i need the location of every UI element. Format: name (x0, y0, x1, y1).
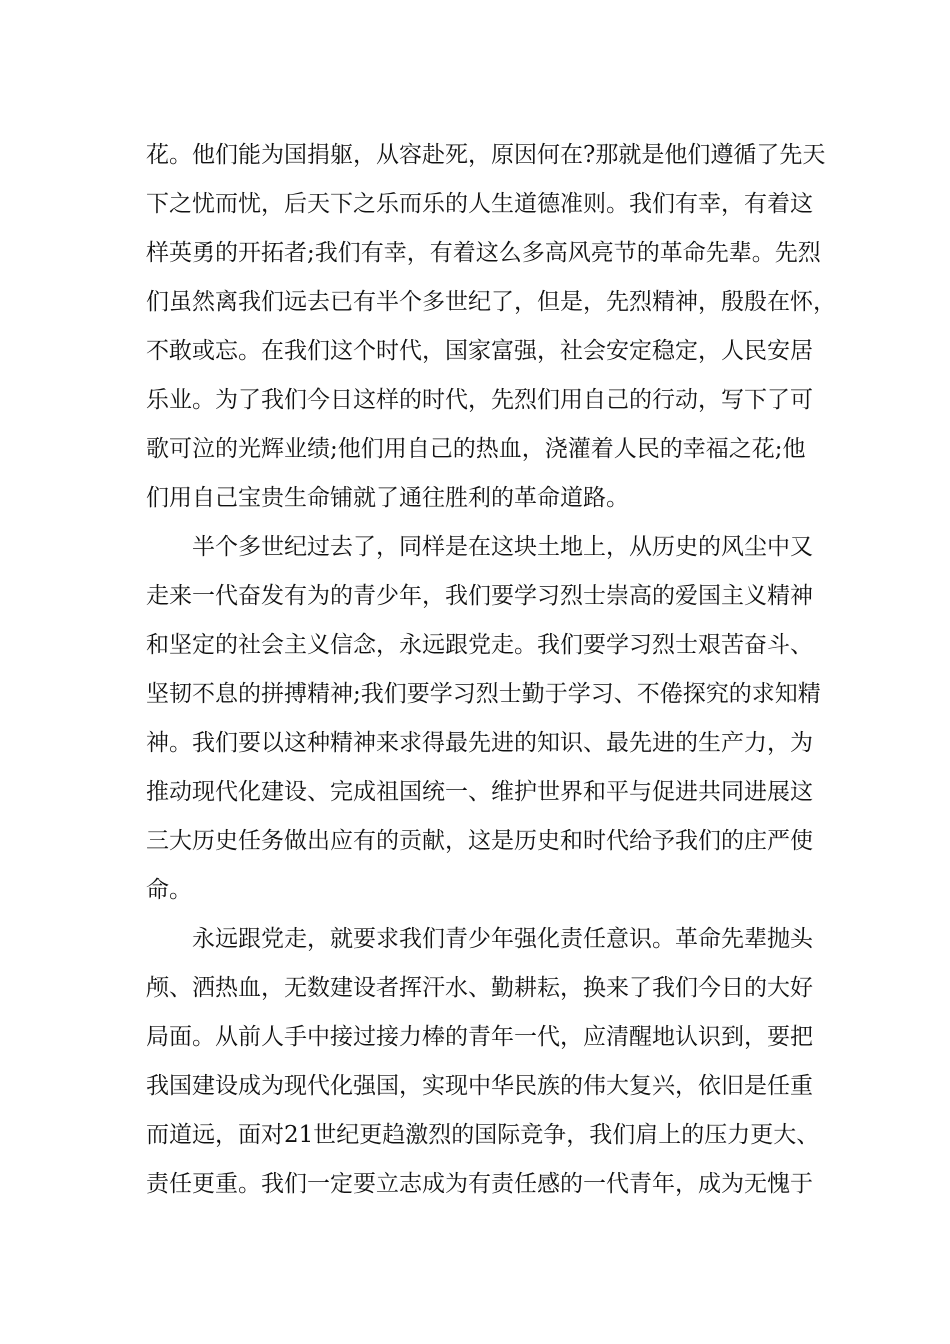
text-line: 神。我们要以这种精神来求得最先进的知识、最先进的生产力，为 (146, 730, 813, 756)
text-line: 们虽然离我们远去已有半个多世纪了，但是，先烈精神，殷殷在怀， (146, 289, 836, 315)
text-line: 颅、洒热血，无数建设者挥汗水、勤耕耘，换来了我们今日的大好 (146, 975, 813, 1001)
text-line: 永远跟党走，就要求我们青少年强化责任意识。革命先辈抛头 (146, 926, 813, 952)
text-line: 走来一代奋发有为的青少年，我们要学习烈士崇高的爱国主义精神 (146, 583, 813, 609)
text-line: 和坚定的社会主义信念，永远跟党走。我们要学习烈士艰苦奋斗、 (146, 632, 813, 658)
text-line: 花。他们能为国捐躯，从容赴死，原因何在?那就是他们遵循了先天 (146, 142, 826, 168)
text-line: 坚韧不息的拼搏精神;我们要学习烈士勤于学习、不倦探究的求知精 (146, 681, 821, 707)
text-line: 下之忧而忧，后天下之乐而乐的人生道德准则。我们有幸，有着这 (146, 191, 813, 217)
text-line: 半个多世纪过去了，同样是在这块土地上，从历史的风尘中又 (146, 534, 813, 560)
text-line: 局面。从前人手中接过接力棒的青年一代，应清醒地认识到，要把 (146, 1024, 813, 1050)
text-line: 命。 (146, 877, 192, 903)
text-line: 责任更重。我们一定要立志成为有责任感的一代青年，成为无愧于 (146, 1171, 813, 1197)
text-line: 推动现代化建设、完成祖国统一、维护世界和平与促进共同进展这 (146, 779, 813, 805)
text-line: 乐业。为了我们今日这样的时代，先烈们用自己的行动，写下了可 (146, 387, 813, 413)
text-line: 们用自己宝贵生命铺就了通往胜利的革命道路。 (146, 485, 629, 511)
text-line: 三大历史任务做出应有的贡献，这是历史和时代给予我们的庄严使 (146, 828, 813, 854)
text-line: 而道远，面对21世纪更趋激烈的国际竞争，我们肩上的压力更大、 (146, 1122, 820, 1148)
text-line: 样英勇的开拓者;我们有幸，有着这么多高风亮节的革命先辈。先烈 (146, 240, 821, 266)
text-line: 我国建设成为现代化强国，实现中华民族的伟大复兴，依旧是任重 (146, 1073, 813, 1099)
text-line: 不敢或忘。在我们这个时代，国家富强，社会安定稳定，人民安居 (146, 338, 813, 364)
text-line: 歌可泣的光辉业绩;他们用自己的热血，浇灌着人民的幸福之花;他 (146, 436, 806, 462)
